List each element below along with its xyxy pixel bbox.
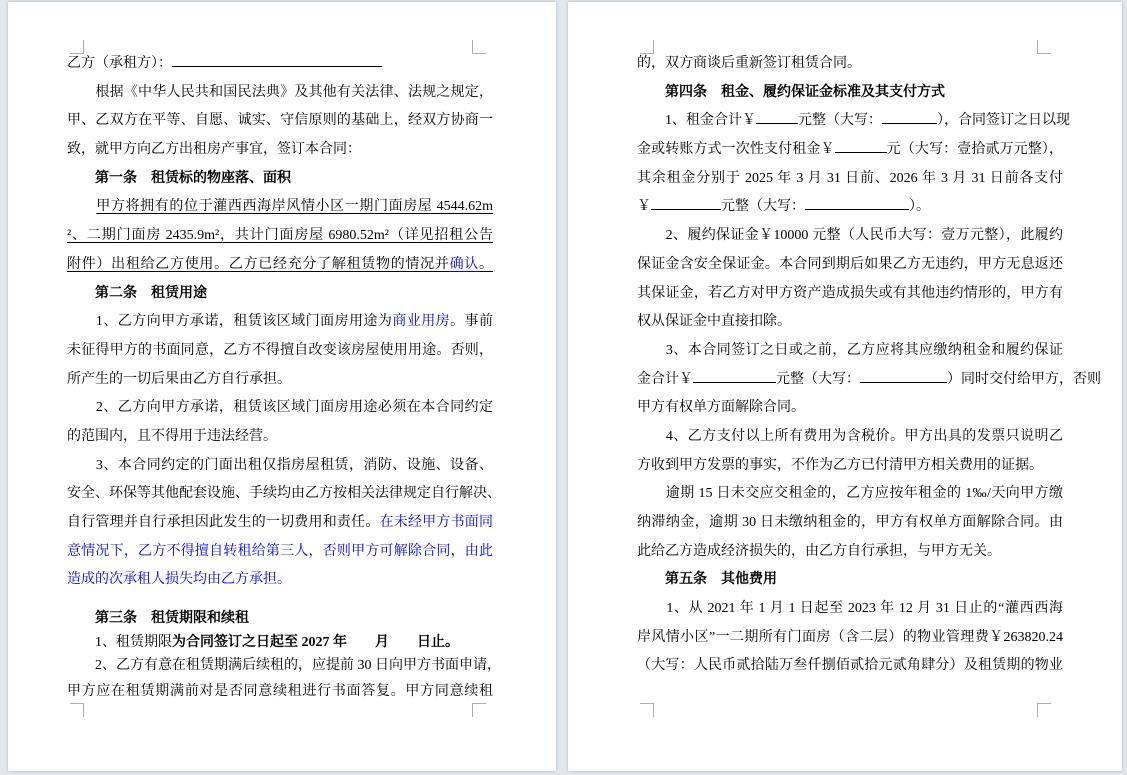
highlighted-text: 造成的次承租人损失均由乙方承担。 [67,572,291,588]
text-segment: 甲方有权单方面解除合同。 [637,400,805,416]
fill-in-blank [756,110,798,124]
text-line [637,280,1063,309]
text-segment: ²、二期门面房 2435.9m²，共计门面房屋 6980.52m²（详见招租公告 [67,228,493,244]
text-line [637,50,1063,79]
text-line [67,280,493,309]
text-line [67,193,493,222]
text-line [67,566,493,595]
text-line [637,251,1063,280]
fill-in-blank [693,369,776,383]
text-segment: 自行管理并自行承担因此发生的一切费用和责任。 [67,515,380,530]
text-segment: ）同时交付给甲方，否则 [947,371,1101,387]
text-segment: 附件）出租给乙方使用。乙方已经充分了解租赁物的情况并 [67,256,450,272]
text-line [67,607,493,631]
text-segment: 1、租金合计￥ [637,113,756,129]
heading-text: 第二条 租赁用途 [67,285,207,301]
heading-text: 第四条 租金、履约保证金标准及其支付方式 [637,84,945,100]
text-segment: 所产生的一切后果由乙方自行承担。 [67,371,291,387]
text-line [637,538,1063,567]
text-line [637,222,1063,251]
text-segment: 纳滞纳金，逾期 30 日未缴纳租金的，甲方有权单方面解除合同。由 [637,515,1063,530]
text-segment: ），合同签订之日以现 [937,113,1070,129]
text-segment: 。 [479,256,494,272]
page-2-text [637,50,1101,681]
text-line [637,136,1063,165]
page-1-text [67,50,501,706]
heading-text: 为合同签订之日起至 2027 年 月 日止。 [172,634,459,650]
text-segment: 保证金含安全保证金。本合同到期后如果乙方无违约，甲方无息返还 [637,256,1063,272]
text-boundary-mark-bottom-left [640,703,654,717]
text-segment: 甲方将拥有的位于灌西西海岸风情小区一期门面房屋 4544.62m [96,199,494,215]
text-line [67,308,493,337]
text-segment: 权从保证金中直接扣除。 [637,314,791,330]
text-line [637,193,1063,222]
text-segment: 安全、环保等其他配套设施、手续均由乙方按相关法律规定自行解决、 [67,486,501,502]
text-line [637,366,1101,395]
text-segment: 其余租金分别于 2025 年 3 月 31 日前、2026 年 3 月 31 日前各支付 [637,170,1063,186]
text-line [637,566,1063,595]
text-line [637,337,1063,366]
text-line [67,337,493,366]
text-segment: 2、乙方向甲方承诺，租赁该区域门面房用途必须在本合同约定 [67,400,493,416]
text-line [67,509,493,538]
heading-text: 第三条 租赁期限和续租 [67,611,249,627]
text-line [637,423,1063,452]
text-segment [67,199,96,214]
text-segment: 。事前 [450,314,494,330]
page-1 [8,2,556,771]
text-line [67,165,493,194]
text-line [67,678,493,706]
text-segment: 1、乙方向甲方承诺，租赁该区域门面房用途为 [67,314,393,330]
text-line [637,107,1070,136]
text-line [67,394,493,423]
text-segment: 4、乙方支付以上所有费用为含税价。甲方出具的发票只说明乙 [637,428,1063,444]
text-segment: 甲、乙双方在平等、自愿、诚实、守信原则的基础上，经双方协商一 [67,113,493,129]
text-segment: 岸风情小区”一二期所有门面房（含二层）的物业管理费￥263820.24 [637,629,1063,645]
text-line [67,654,501,678]
text-segment: 1、从 2021 年 1 月 1 日起至 2023 年 12 月 31 日止的“灌西西海 [637,601,1063,617]
text-line [637,308,1063,337]
text-line [637,480,1063,509]
text-segment: 逾期 15 日未交应交租金的，乙方应按年租金的 1‰/天向甲方缴 [637,486,1063,502]
text-line [637,165,1063,194]
fill-in-blank [882,110,937,124]
text-segment: 根据《中华人民共和国民法典》及其他有关法律、法规之规定， [67,84,493,100]
fill-in-blank [835,139,887,153]
text-line [67,452,493,481]
text-segment: （大写：人民币贰拾陆万叁仟捌佰贰拾元贰角肆分）及租赁期的物业 [637,658,1063,674]
text-line [67,136,493,165]
text-segment: 的范围内，且不得用于违法经营。 [67,428,277,444]
text-line [637,624,1063,653]
text-line [67,50,493,79]
text-line [637,394,1063,423]
highlighted-text: 在未经甲方书面同 [379,515,494,530]
highlighted-text: 意情况下，乙方不得擅自转租给第三人，否则甲方可解除合同，由此 [67,543,493,559]
text-segment: 致，就甲方向乙方出租房产事宜，签订本合同： [67,142,361,158]
heading-text: 第五条 其他费用 [637,572,777,588]
text-segment: 元整（大写： [798,113,882,129]
text-line [637,595,1063,624]
text-boundary-mark-bottom-right [1037,703,1051,717]
text-line [67,222,493,251]
page-2 [568,2,1122,771]
text-segment: 此给乙方造成经济损失的，由乙方自行承担，与甲方无关。 [637,543,1001,559]
text-segment: 的，双方商谈后重新签订租赁合同。 [637,56,861,71]
text-segment: 2、乙方有意在租赁期满后续租的，应提前 30 日向甲方书面申请， [67,658,501,674]
text-segment: 2、履约保证金￥10000 元整（人民币大写：壹万元整），此履约 [637,228,1063,244]
text-segment: 3、本合同约定的门面出租仅指房屋租赁，消防、设施、设备、 [67,457,493,473]
fill-in-blank [805,196,909,210]
text-segment: 其保证金，若乙方对甲方资产造成损失或有其他违约情形的，甲方有 [637,285,1063,301]
text-line [67,79,493,108]
text-segment: 金合计￥ [637,371,693,387]
text-line [67,538,493,567]
text-segment: ￥ [637,199,651,215]
text-segment: 甲方应在租赁期满前对是否同意续租进行书面答复。甲方同意续租 [67,683,493,699]
fill-in-blank [860,369,947,383]
fill-in-blank [651,196,721,210]
text-line [67,366,493,395]
text-segment: 元整（大写： [721,199,805,215]
text-line [67,631,493,655]
text-line [67,251,493,280]
heading-text: 第一条 租赁标的物座落、面积 [67,170,291,186]
fill-in-blank [172,53,382,67]
text-line [67,107,493,136]
highlighted-text: 商业用房 [392,314,451,330]
text-line [67,423,493,452]
text-segment: 未征得甲方的书面同意，乙方不得擅自改变该房屋使用用途。否则， [67,342,493,358]
text-line [637,509,1063,538]
text-segment: 乙方（承租方）： [67,56,172,71]
highlighted-text: 确认 [449,256,480,272]
text-line [637,79,1063,108]
text-segment: 1、租赁期限 [67,634,172,650]
text-segment: ）。 [909,199,930,215]
text-line [637,452,1063,481]
text-segment: 元（大写：壹拾贰万元整）， [886,142,1064,158]
text-segment: 方收到甲方发票的事实，不作为乙方已付清甲方相关费用的证据。 [637,457,1043,473]
text-line [637,652,1063,681]
text-segment: 元整（大写： [776,371,860,387]
text-segment: 3、本合同签订之日或之前，乙方应将其应缴纳租金和履约保证 [637,342,1063,358]
text-segment: 金或转账方式一次性支付租金￥ [637,142,835,158]
text-line [67,480,501,509]
